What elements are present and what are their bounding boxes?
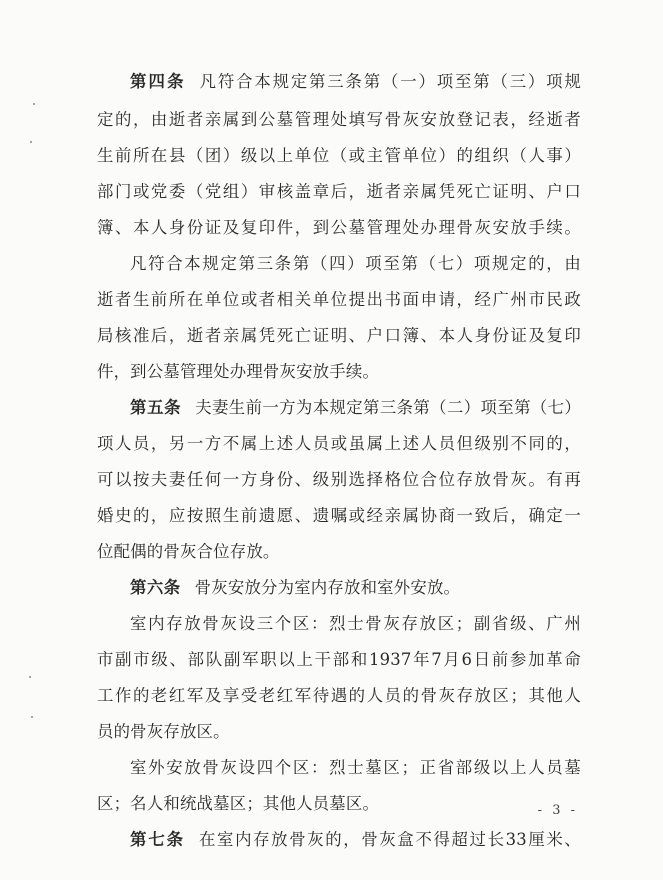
- article-4-para2-line-2: 逝者生前所在单位或者相关单位提出书面申请，经广州市民政: [97, 290, 581, 309]
- article-7-text: 在室内存放骨灰的，骨灰盒不得超过长33厘米、: [199, 830, 581, 849]
- article-4-heading: 第四条: [130, 72, 186, 91]
- article-4-para2-line-1: 凡符合本规定第三条第（四）项至第（七）项规定的，由: [130, 254, 581, 273]
- article-5-line-2: 项人员，另一方不属上述人员或虽属上述人员但级别不同的，: [97, 434, 581, 453]
- article-4-line-1: [130, 66, 581, 98]
- article-5-line-5: 位配偶的骨灰合位存放。: [97, 542, 280, 561]
- scan-speck: [30, 141, 32, 143]
- article-5-line-4: 婚史的，应按照生前遗愿、遗嘱或经亲属协商一致后，确定一: [97, 506, 581, 525]
- article-6-text: 骨灰安放分为室内存放和室外安放。: [194, 578, 461, 597]
- article-4-line-2: 定的，由逝者亲属到公墓管理处填写骨灰安放登记表，经逝者: [97, 110, 581, 129]
- article-7-heading: 第七条: [130, 830, 186, 849]
- article-6-para3-line-1: 室外安放骨灰设四个区：烈士墓区；正省部级以上人员墓: [130, 758, 581, 777]
- article-6-para2-line-4: 员的骨灰存放区。: [97, 722, 230, 741]
- article-6-heading: 第六条: [130, 578, 181, 597]
- article-4-text: 凡符合本规定第三条第（一）项至第（三）项规: [199, 72, 582, 91]
- article-4-para2-line-4: 件，到公墓管理处办理骨灰安放手续。: [97, 362, 380, 381]
- article-6-para2-line-1: 室内存放骨灰设三个区：烈士骨灰存放区；副省级、广州: [130, 614, 581, 633]
- article-6-para3-line-2: 区；名人和统战墓区；其他人员墓区。: [97, 794, 380, 813]
- article-4-para2-line-3: 局核准后，逝者亲属凭死亡证明、户口簿、本人身份证及复印: [97, 326, 581, 345]
- article-4-line-3: 生前所在县（团）级以上单位（或主管单位）的组织（人事）: [97, 146, 581, 165]
- article-5-line-3: 可以按夫妻任何一方身份、级别选择格位合位存放骨灰。有再: [97, 470, 581, 489]
- article-7-line-1: [130, 824, 581, 856]
- article-5-line-1: [130, 392, 581, 424]
- article-6-para2-line-2: 市副市级、部队副军职以上干部和1937年7月6日前参加革命: [97, 650, 581, 669]
- article-6-para2-line-3: 工作的老红军及享受老红军待遇的人员的骨灰存放区；其他人: [97, 686, 581, 705]
- page-number: - 3 -: [537, 803, 578, 818]
- article-4-line-5: 簿、本人身份证及复印件，到公墓管理处办理骨灰安放手续。: [97, 218, 581, 237]
- scan-speck: [29, 676, 31, 678]
- scan-speck: [31, 716, 33, 718]
- scan-speck: [33, 103, 35, 105]
- article-5-text: 夫妻生前一方为本规定第三条第（二）项至第（七）: [195, 398, 581, 417]
- article-6-line-1: [130, 572, 581, 604]
- article-4-line-4: 部门或党委（党组）审核盖章后，逝者亲属凭死亡证明、户口: [97, 182, 581, 201]
- article-5-heading: 第五条: [130, 398, 182, 417]
